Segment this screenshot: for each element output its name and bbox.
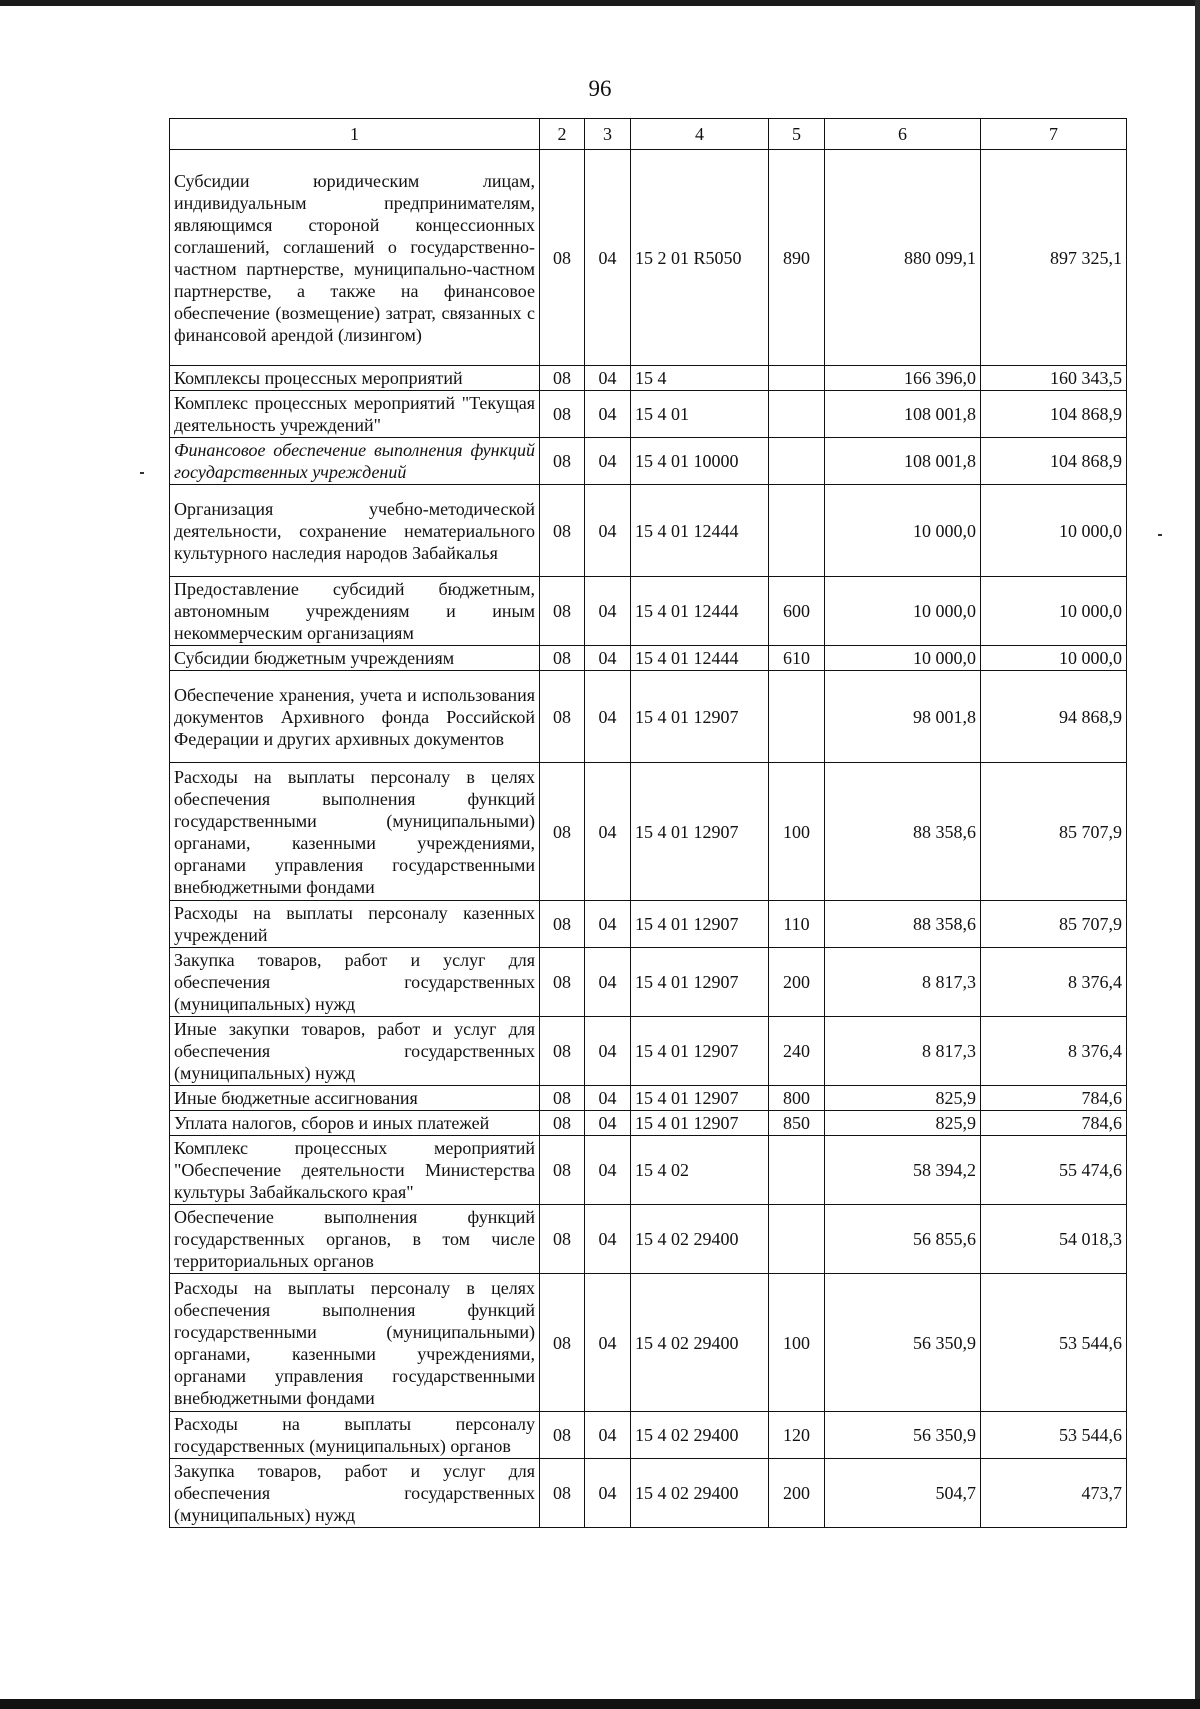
row-amount-year-1: 8 817,3 (825, 948, 981, 1017)
row-amount-year-2: 10 000,0 (981, 577, 1127, 646)
row-subsection: 04 (585, 485, 631, 577)
row-target-article: 15 4 (631, 366, 769, 391)
row-expense-type: 200 (769, 1459, 825, 1528)
table-row (170, 646, 1127, 671)
row-target-article: 15 2 01 R5050 (631, 150, 769, 366)
row-expense-type: 240 (769, 1017, 825, 1086)
row-target-article: 15 4 01 12907 (631, 1017, 769, 1086)
row-amount-year-1: 880 099,1 (825, 150, 981, 366)
row-name: Иные закупки товаров, работ и услуг для обеспечения государственных (муниципальных) нужд (170, 1017, 540, 1086)
row-section: 08 (540, 763, 585, 901)
row-expense-type (769, 485, 825, 577)
row-name: Комплексы процессных мероприятий (170, 366, 540, 391)
row-amount-year-1: 825,9 (825, 1111, 981, 1136)
table-row (170, 1111, 1127, 1136)
row-name: Финансовое обеспечение выполнения функций государственных учреждений (170, 438, 540, 485)
row-amount-year-1: 98 001,8 (825, 671, 981, 763)
row-expense-type: 600 (769, 577, 825, 646)
row-expense-type: 610 (769, 646, 825, 671)
column-header: 2 (540, 119, 585, 150)
row-subsection: 04 (585, 391, 631, 438)
row-amount-year-2: 53 544,6 (981, 1412, 1127, 1459)
row-name: Субсидии бюджетным учреждениям (170, 646, 540, 671)
row-section: 08 (540, 1136, 585, 1205)
row-name: Закупка товаров, работ и услуг для обеспечения государственных (муниципальных) нужд (170, 1459, 540, 1528)
row-subsection: 04 (585, 1274, 631, 1412)
row-amount-year-2: 10 000,0 (981, 485, 1127, 577)
row-amount-year-1: 108 001,8 (825, 438, 981, 485)
row-target-article: 15 4 01 12907 (631, 901, 769, 948)
table-row (170, 485, 1127, 577)
row-target-article: 15 4 01 12907 (631, 1111, 769, 1136)
row-subsection: 04 (585, 763, 631, 901)
row-expense-type (769, 366, 825, 391)
table-row (170, 948, 1127, 1017)
row-subsection: 04 (585, 948, 631, 1017)
row-expense-type (769, 671, 825, 763)
scan-edge-top (0, 0, 1200, 6)
page-number: 96 (588, 76, 612, 101)
row-amount-year-1: 88 358,6 (825, 763, 981, 901)
row-section: 08 (540, 366, 585, 391)
row-section: 08 (540, 1086, 585, 1111)
column-header: 6 (825, 119, 981, 150)
row-target-article: 15 4 01 12444 (631, 646, 769, 671)
row-target-article: 15 4 01 12907 (631, 948, 769, 1017)
row-name: Расходы на выплаты персоналу казенных учреждений (170, 901, 540, 948)
table-row (170, 438, 1127, 485)
row-subsection: 04 (585, 150, 631, 366)
row-expense-type (769, 1136, 825, 1205)
row-subsection: 04 (585, 1111, 631, 1136)
row-subsection: 04 (585, 1205, 631, 1274)
row-section: 08 (540, 391, 585, 438)
row-name: Комплекс процессных мероприятий "Обеспечение деятельности Министерства культуры Забайкальского края" (170, 1136, 540, 1205)
row-target-article: 15 4 01 12907 (631, 1086, 769, 1111)
row-subsection: 04 (585, 1086, 631, 1111)
row-section: 08 (540, 948, 585, 1017)
row-target-article: 15 4 02 29400 (631, 1205, 769, 1274)
row-section: 08 (540, 1274, 585, 1412)
row-name: Расходы на выплаты персоналу в целях обеспечения выполнения функций государственными (муниципальными) органами, казенными учреждениями, органами управления государственными внебюджетными фондами (170, 1274, 540, 1412)
scan-edge-right (1195, 0, 1200, 1709)
row-amount-year-1: 8 817,3 (825, 1017, 981, 1086)
table-row (170, 1136, 1127, 1205)
row-target-article: 15 4 01 12444 (631, 485, 769, 577)
column-number-header-row (170, 119, 1127, 150)
row-section: 08 (540, 485, 585, 577)
row-amount-year-1: 58 394,2 (825, 1136, 981, 1205)
column-header: 4 (631, 119, 769, 150)
row-amount-year-2: 55 474,6 (981, 1136, 1127, 1205)
row-amount-year-2: 85 707,9 (981, 901, 1127, 948)
row-amount-year-2: 10 000,0 (981, 646, 1127, 671)
row-amount-year-1: 10 000,0 (825, 646, 981, 671)
row-name: Субсидии юридическим лицам, индивидуальным предпринимателям, являющимся стороной концессионных соглашений, соглашений о государственно-частном партнерстве, муниципально-частном партнерстве, а также на финансовое обеспечение (возмещение) затрат, связанных с финансовой арендой (лизингом) (170, 150, 540, 366)
row-name: Организация учебно-методической деятельности, сохранение нематериального культурного наследия народов Забайкалья (170, 485, 540, 577)
row-expense-type (769, 438, 825, 485)
row-amount-year-1: 10 000,0 (825, 485, 981, 577)
row-section: 08 (540, 1459, 585, 1528)
row-amount-year-2: 94 868,9 (981, 671, 1127, 763)
column-header: 1 (170, 119, 540, 150)
row-name: Обеспечение выполнения функций государственных органов, в том числе территориальных органов (170, 1205, 540, 1274)
row-amount-year-2: 784,6 (981, 1111, 1127, 1136)
row-subsection: 04 (585, 1412, 631, 1459)
row-expense-type: 800 (769, 1086, 825, 1111)
table-row (170, 901, 1127, 948)
row-target-article: 15 4 01 12907 (631, 671, 769, 763)
table-row (170, 1205, 1127, 1274)
row-subsection: 04 (585, 1017, 631, 1086)
row-amount-year-2: 8 376,4 (981, 1017, 1127, 1086)
row-section: 08 (540, 671, 585, 763)
scan-edge-bottom (0, 1699, 1200, 1709)
row-amount-year-1: 825,9 (825, 1086, 981, 1111)
row-name: Расходы на выплаты персоналу государственных (муниципальных) органов (170, 1412, 540, 1459)
row-target-article: 15 4 01 12444 (631, 577, 769, 646)
row-amount-year-1: 504,7 (825, 1459, 981, 1528)
row-amount-year-2: 8 376,4 (981, 948, 1127, 1017)
row-subsection: 04 (585, 577, 631, 646)
column-header: 3 (585, 119, 631, 150)
row-expense-type: 120 (769, 1412, 825, 1459)
row-expense-type: 850 (769, 1111, 825, 1136)
row-target-article: 15 4 01 12907 (631, 763, 769, 901)
row-target-article: 15 4 01 (631, 391, 769, 438)
row-target-article: 15 4 02 29400 (631, 1274, 769, 1412)
row-amount-year-1: 166 396,0 (825, 366, 981, 391)
row-expense-type (769, 1205, 825, 1274)
row-amount-year-2: 897 325,1 (981, 150, 1127, 366)
row-subsection: 04 (585, 1136, 631, 1205)
row-name: Закупка товаров, работ и услуг для обеспечения государственных (муниципальных) нужд (170, 948, 540, 1017)
table-row (170, 391, 1127, 438)
table-row (170, 150, 1127, 366)
row-amount-year-2: 53 544,6 (981, 1274, 1127, 1412)
row-amount-year-2: 473,7 (981, 1459, 1127, 1528)
row-section: 08 (540, 577, 585, 646)
row-section: 08 (540, 1412, 585, 1459)
row-amount-year-1: 56 350,9 (825, 1412, 981, 1459)
row-name: Уплата налогов, сборов и иных платежей (170, 1111, 540, 1136)
row-section: 08 (540, 1017, 585, 1086)
row-section: 08 (540, 646, 585, 671)
table-row (170, 366, 1127, 391)
row-name: Иные бюджетные ассигнования (170, 1086, 540, 1111)
row-subsection: 04 (585, 1459, 631, 1528)
row-target-article: 15 4 01 10000 (631, 438, 769, 485)
row-expense-type: 100 (769, 763, 825, 901)
scan-speck (1158, 534, 1162, 536)
row-amount-year-2: 54 018,3 (981, 1205, 1127, 1274)
row-subsection: 04 (585, 671, 631, 763)
table-row (170, 1459, 1127, 1528)
row-subsection: 04 (585, 646, 631, 671)
row-amount-year-2: 104 868,9 (981, 391, 1127, 438)
row-amount-year-1: 56 855,6 (825, 1205, 981, 1274)
column-header: 7 (981, 119, 1127, 150)
row-subsection: 04 (585, 366, 631, 391)
row-amount-year-1: 88 358,6 (825, 901, 981, 948)
row-name: Расходы на выплаты персоналу в целях обеспечения выполнения функций государственными (муниципальными) органами, казенными учреждениями, органами управления государственными внебюджетными фондами (170, 763, 540, 901)
row-subsection: 04 (585, 438, 631, 485)
column-header: 5 (769, 119, 825, 150)
row-section: 08 (540, 438, 585, 485)
budget-table (169, 118, 1127, 1528)
table-row (170, 1017, 1127, 1086)
table-row (170, 763, 1127, 901)
row-amount-year-1: 10 000,0 (825, 577, 981, 646)
row-expense-type: 200 (769, 948, 825, 1017)
row-name: Обеспечение хранения, учета и использования документов Архивного фонда Российской Федерации и других архивных документов (170, 671, 540, 763)
row-section: 08 (540, 1205, 585, 1274)
row-name: Предоставление субсидий бюджетным, автономным учреждениям и иным некоммерческим организациям (170, 577, 540, 646)
row-expense-type: 890 (769, 150, 825, 366)
row-name: Комплекс процессных мероприятий "Текущая деятельность учреждений" (170, 391, 540, 438)
table-row (170, 1274, 1127, 1412)
row-amount-year-1: 108 001,8 (825, 391, 981, 438)
row-section: 08 (540, 150, 585, 366)
table-row (170, 671, 1127, 763)
row-amount-year-1: 56 350,9 (825, 1274, 981, 1412)
row-target-article: 15 4 02 29400 (631, 1412, 769, 1459)
row-subsection: 04 (585, 901, 631, 948)
table-row (170, 1412, 1127, 1459)
row-target-article: 15 4 02 (631, 1136, 769, 1205)
row-section: 08 (540, 1111, 585, 1136)
row-amount-year-2: 85 707,9 (981, 763, 1127, 901)
table-row (170, 1086, 1127, 1111)
table-row (170, 577, 1127, 646)
row-expense-type (769, 391, 825, 438)
row-expense-type: 100 (769, 1274, 825, 1412)
row-expense-type: 110 (769, 901, 825, 948)
row-target-article: 15 4 02 29400 (631, 1459, 769, 1528)
row-amount-year-2: 104 868,9 (981, 438, 1127, 485)
scan-speck (140, 472, 144, 474)
row-amount-year-2: 784,6 (981, 1086, 1127, 1111)
row-section: 08 (540, 901, 585, 948)
row-amount-year-2: 160 343,5 (981, 366, 1127, 391)
